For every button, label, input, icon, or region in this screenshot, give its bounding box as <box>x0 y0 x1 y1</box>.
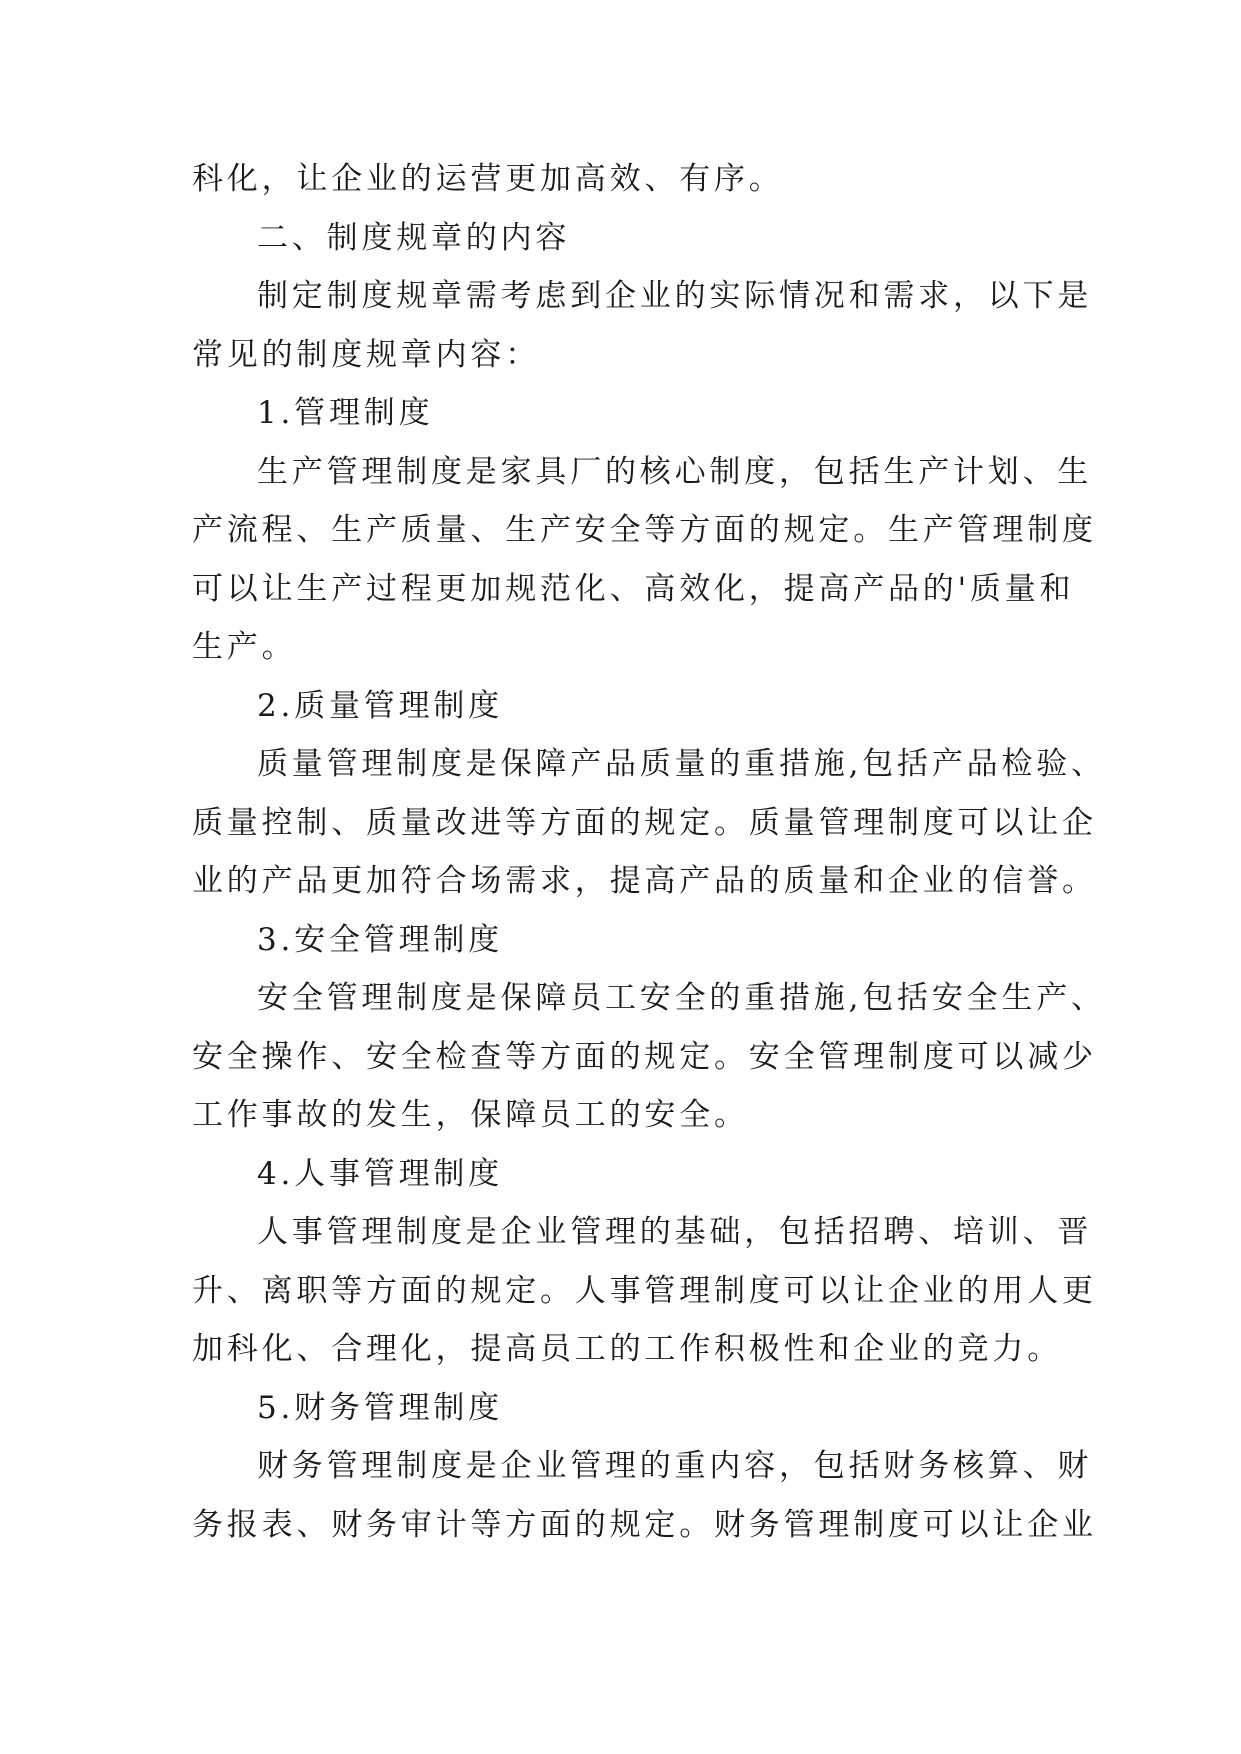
text-line: 务报表、财务审计等方面的规定。财务管理制度可以让企业 <box>192 1506 1097 1543</box>
text-line: 业的产品更加符合场需求，提高产品的质量和企业的信誉。 <box>192 863 1097 899</box>
document-body <box>192 150 1106 1554</box>
text-line: 财务管理制度是企业管理的重内容，包括财务核算、财 <box>257 1448 1093 1484</box>
text-line: 升、离职等方面的规定。人事管理制度可以让企业的用人更 <box>192 1272 1097 1309</box>
text-line: 质量控制、质量改进等方面的规定。质量管理制度可以让企 <box>192 804 1097 841</box>
section-heading: 二、制度规章的内容 <box>257 219 571 256</box>
text-line: 生产。 <box>192 629 297 665</box>
text-line: 可以让生产过程更加规范化、高效化，提高产品的'质量和 <box>192 570 1075 607</box>
subsection-heading: 1.管理制度 <box>257 395 434 431</box>
text-line: 工作事故的发生，保障员工的安全。 <box>192 1097 749 1133</box>
text-line: 质量管理制度是保障产品质量的重措施,包括产品检验、 <box>257 746 1106 782</box>
text-line: 常见的制度规章内容： <box>192 336 540 373</box>
subsection-heading: 4.人事管理制度 <box>257 1155 503 1192</box>
text-line: 人事管理制度是企业管理的基础，包括招聘、培训、晋 <box>257 1214 1093 1250</box>
text-line: 生产管理制度是家具厂的核心制度，包括生产计划、生 <box>257 453 1093 490</box>
subsection-heading: 2.质量管理制度 <box>257 687 503 724</box>
subsection-heading: 5.财务管理制度 <box>257 1389 503 1426</box>
text-line: 安全管理制度是保障员工安全的重措施,包括安全生产、 <box>257 980 1106 1016</box>
text-line: 制定制度规章需考虑到企业的实际情况和需求，以下是 <box>257 278 1093 314</box>
text-line: 安全操作、安全检查等方面的规定。安全管理制度可以减少 <box>192 1038 1097 1075</box>
text-line: 加科化、合理化，提高员工的工作积极性和企业的竞力。 <box>192 1331 1062 1367</box>
text-line: 产流程、生产质量、生产安全等方面的规定。生产管理制度 <box>192 512 1097 548</box>
subsection-heading: 3.安全管理制度 <box>257 921 503 958</box>
text-line: 科化，让企业的运营更加高效、有序。 <box>192 161 784 197</box>
